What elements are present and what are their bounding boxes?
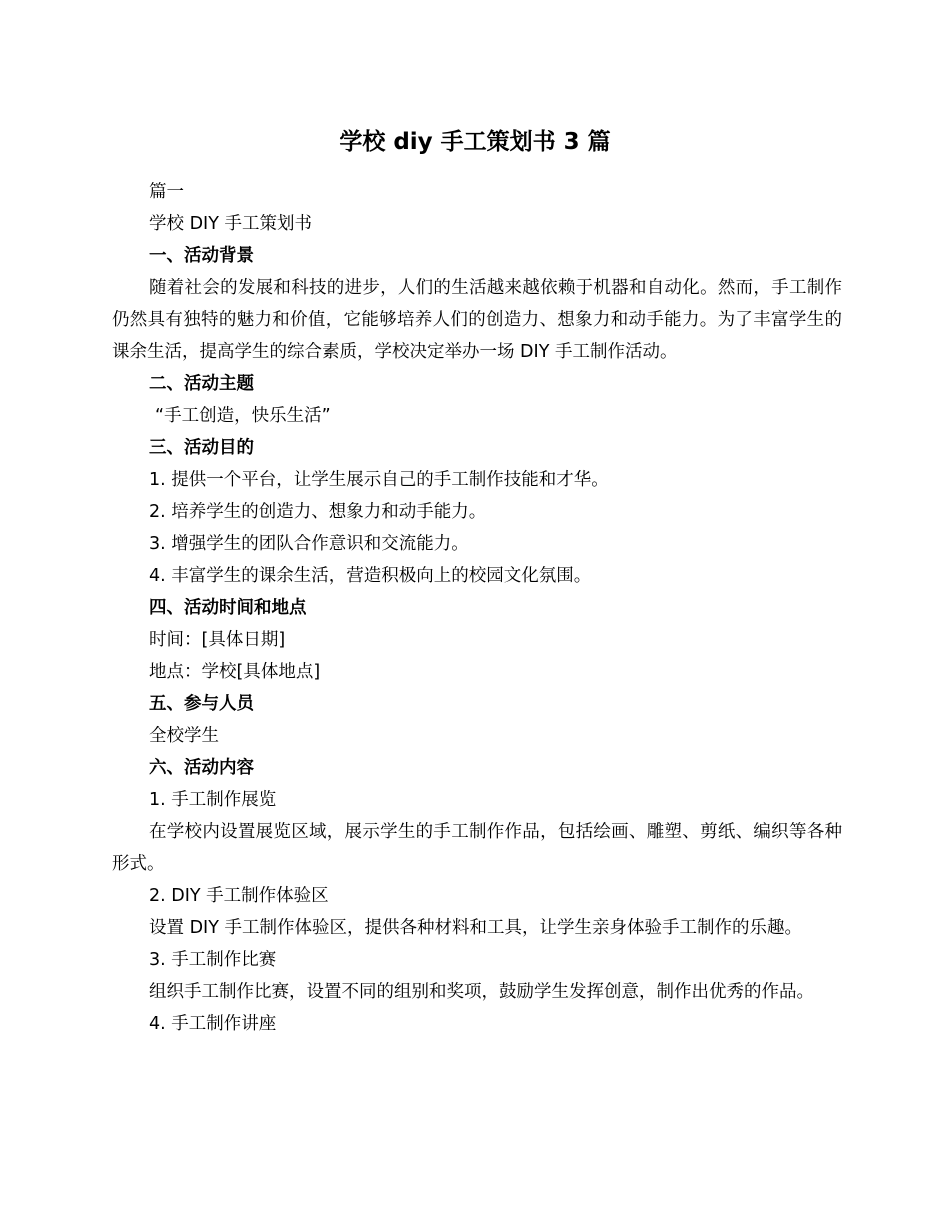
section-heading: 二、活动主题 <box>149 374 254 394</box>
paragraph: 全校学生 <box>149 726 219 746</box>
paragraph: 2. DIY 手工制作体验区 <box>149 886 329 906</box>
paragraph: 设置 DIY 手工制作体验区，提供各种材料和工具，让学生亲身体验手工制作的乐趣。 <box>149 918 802 938</box>
section-heading: 四、活动时间和地点 <box>149 598 307 618</box>
document-body <box>112 176 842 1040</box>
paragraph: 地点：学校[具体地点] <box>149 662 321 682</box>
paragraph: 篇一 <box>149 182 184 202</box>
paragraph: 随着社会的发展和科技的进步，人们的生活越来越依赖于机器和自动化。然而，手工制作仍然具有独特的魅力和价值，它能够培养人们的创造力、想象力和动手能力。为了丰富学生的课余生活，提高学生的综合素质，学校决定举办一场 DIY 手工制作活动。 <box>112 278 842 362</box>
paragraph: 组织手工制作比赛，设置不同的组别和奖项，鼓励学生发挥创意，制作出优秀的作品。 <box>149 982 814 1002</box>
paragraph: 4. 手工制作讲座 <box>149 1014 277 1034</box>
paragraph: 3. 增强学生的团队合作意识和交流能力。 <box>149 534 469 554</box>
section-heading: 五、参与人员 <box>149 694 254 714</box>
paragraph: 3. 手工制作比赛 <box>149 950 277 970</box>
section-heading: 一、活动背景 <box>149 246 254 266</box>
paragraph: 1. 提供一个平台，让学生展示自己的手工制作技能和才华。 <box>149 470 609 490</box>
section-heading: 六、活动内容 <box>149 758 254 778</box>
paragraph: 1. 手工制作展览 <box>149 790 277 810</box>
document-title: 学校 diy 手工策划书 3 篇 <box>339 129 611 155</box>
paragraph: 2. 培养学生的创造力、想象力和动手能力。 <box>149 502 487 522</box>
paragraph: 时间：[具体日期] <box>149 630 286 650</box>
paragraph: 4. 丰富学生的课余生活，营造积极向上的校园文化氛围。 <box>149 566 592 586</box>
section-heading: 三、活动目的 <box>149 438 254 458</box>
paragraph: “手工创造，快乐生活” <box>155 406 331 426</box>
paragraph: 学校 DIY 手工策划书 <box>149 214 312 234</box>
paragraph: 在学校内设置展览区域，展示学生的手工制作作品，包括绘画、雕塑、剪纸、编织等各种形式。 <box>112 822 842 874</box>
